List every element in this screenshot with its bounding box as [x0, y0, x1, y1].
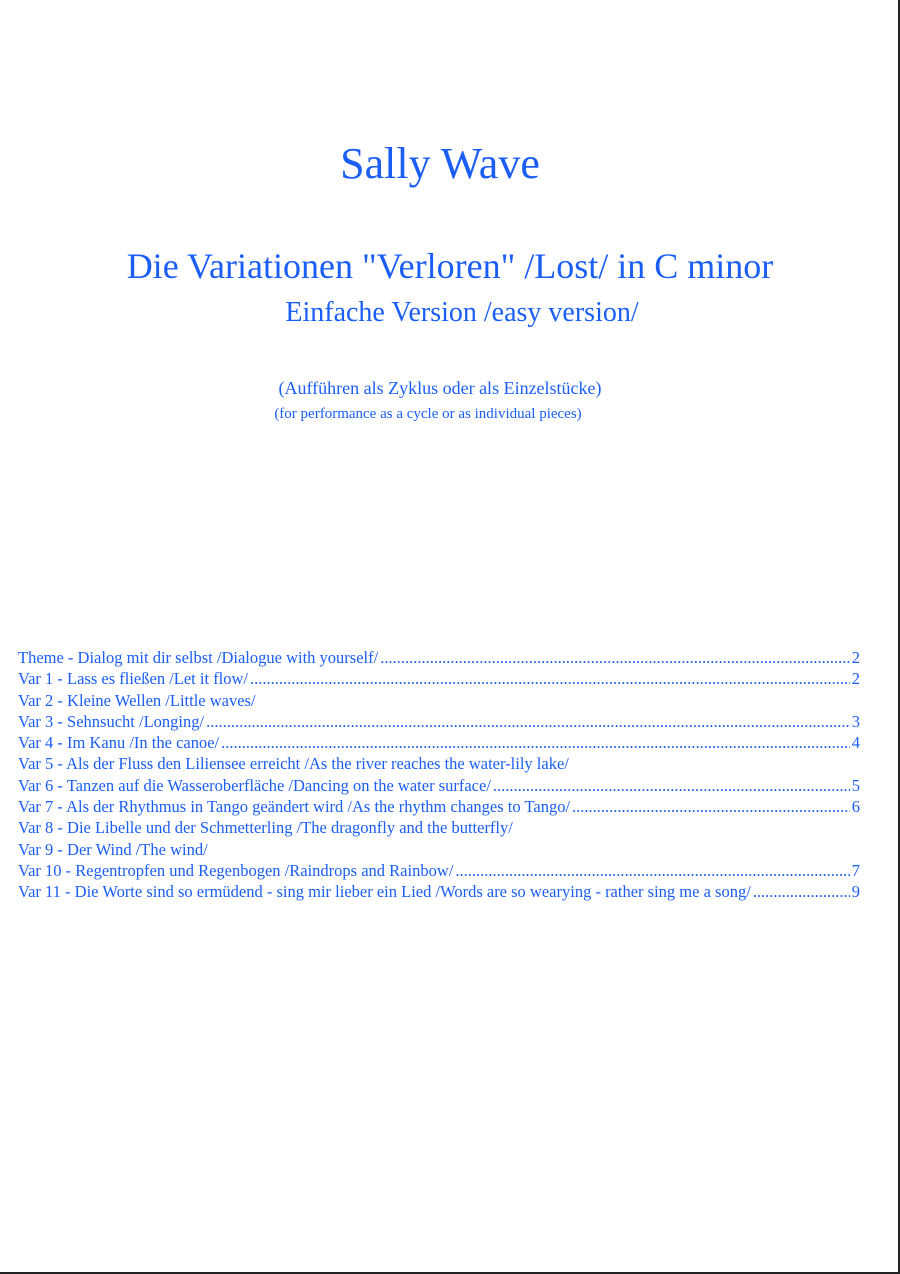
- work-subtitle: Einfache Version /easy version/: [285, 297, 639, 328]
- toc-leader-dots: [572, 796, 850, 817]
- toc-entry-label: Theme - Dialog mit dir selbst /Dialogue with yourself/: [18, 648, 379, 667]
- toc-entry: [18, 839, 860, 860]
- toc-leader-dots: [221, 732, 850, 753]
- composer-name: Sally Wave: [340, 139, 540, 188]
- performance-note-english: (for performance as a cycle or as individual pieces): [274, 406, 582, 422]
- toc-entry: [18, 860, 860, 881]
- toc-entry-page: 3: [851, 711, 860, 731]
- toc-leader-dots: [493, 775, 850, 796]
- toc-entry-page: 5: [851, 775, 860, 795]
- toc-entry-page: 2: [851, 648, 860, 667]
- toc-entry: [18, 775, 860, 796]
- toc-leader-dots: [455, 860, 849, 881]
- work-title: Die Variationen "Verloren" /Lost/ in C minor: [126, 246, 774, 286]
- toc-entry-label: Var 4 - Im Kanu /In the canoe/: [18, 733, 220, 753]
- toc-entry-label: Var 6 - Tanzen auf die Wasseroberfläche /Dancing on the water surface/: [18, 775, 491, 795]
- toc-entry-label: Var 1 - Lass es fließen /Let it flow/: [18, 669, 249, 689]
- toc-entry-label: Var 11 - Die Worte sind so ermüdend - sing mir lieber ein Lied /Words are so wearying - rather sing me a song/: [18, 882, 751, 902]
- toc-leader-dots: [250, 668, 850, 689]
- performance-note-german: (Aufführen als Zyklus oder als Einzelstücke): [278, 378, 602, 398]
- toc-entry: [18, 711, 860, 732]
- toc-entry-page: 9: [851, 882, 860, 902]
- toc-leader-dots: [380, 647, 850, 668]
- toc-entry: [18, 732, 860, 753]
- toc-entry-label: Var 7 - Als der Rhythmus in Tango geändert wird /As the rhythm changes to Tango/: [18, 797, 571, 817]
- toc-entry: [18, 881, 860, 902]
- toc-entry: [18, 668, 860, 689]
- toc-entry-page: 2: [851, 669, 860, 689]
- toc-entry: [18, 753, 860, 774]
- toc-entry: [18, 796, 860, 817]
- table-of-contents: [18, 647, 860, 903]
- toc-entry: [18, 817, 860, 838]
- toc-entry-label: Var 8 - Die Libelle und der Schmetterling /The dragonfly and the butterfly/: [18, 818, 513, 838]
- toc-entry-label: Var 5 - Als der Fluss den Liliensee erreicht /As the river reaches the water-lily lake/: [18, 754, 569, 774]
- toc-entry-page: 6: [851, 797, 860, 817]
- toc-entry-label: Var 3 - Sehnsucht /Longing/: [18, 711, 205, 731]
- toc-entry-page: 4: [851, 733, 860, 753]
- toc-leader-dots: [206, 711, 850, 732]
- toc-entry-label: Var 2 - Kleine Wellen /Little waves/: [18, 690, 256, 710]
- toc-entry-page: 7: [851, 860, 860, 880]
- toc-entry-label: Var 9 - Der Wind /The wind/: [18, 839, 208, 859]
- toc-entry: [18, 647, 860, 668]
- toc-entry: [18, 690, 860, 711]
- toc-entry-label: Var 10 - Regentropfen und Regenbogen /Raindrops and Rainbow/: [18, 860, 454, 880]
- toc-leader-dots: [753, 881, 850, 902]
